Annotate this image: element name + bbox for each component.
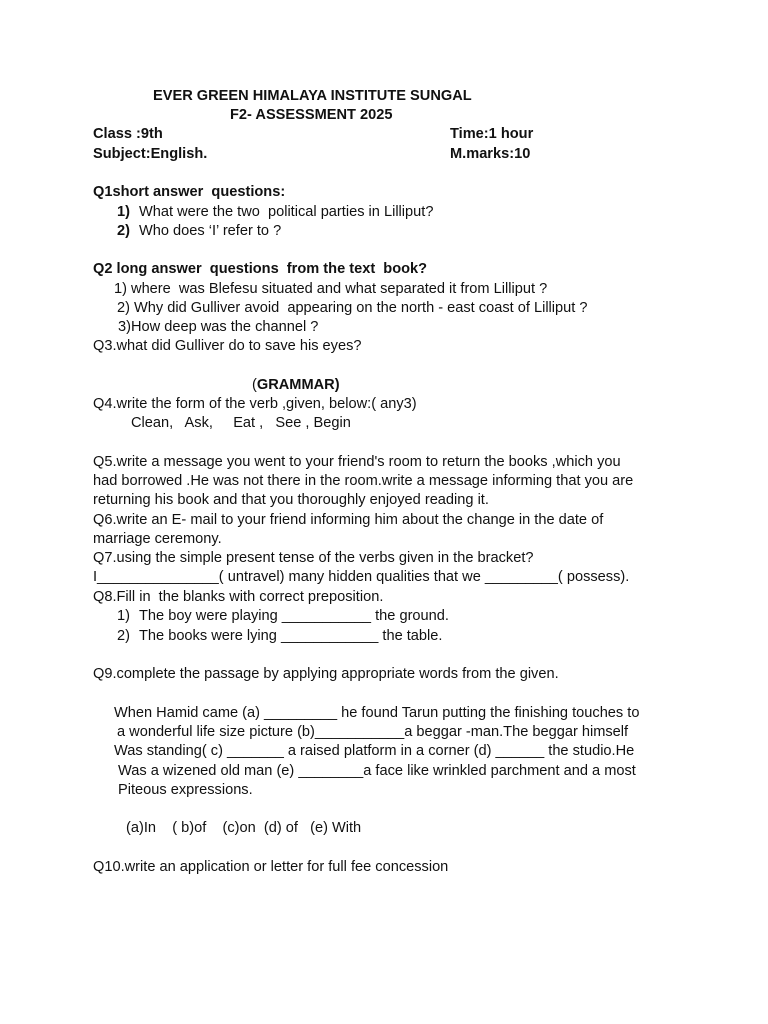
institute-name: EVER GREEN HIMALAYA INSTITUTE SUNGAL [153, 88, 472, 104]
q9-heading: Q9.complete the passage by applying appropriate words from the given. [93, 666, 559, 682]
grammar-label: GRAMMAR) [256, 377, 340, 393]
q1-item-text: What were the two political parties in Lilliput? [139, 204, 434, 220]
q9-passage-line: Was a wizened old man (e) ________a face like wrinkled parchment and a most [118, 763, 636, 779]
q6-line: marriage ceremony. [93, 531, 222, 547]
q2-item: 3)How deep was the channel ? [118, 319, 319, 335]
q4-verb-list: Clean, Ask, Eat , See , Begin [131, 415, 351, 431]
q2-item: 1) where was Blefesu situated and what separated it from Lilliput ? [114, 281, 548, 297]
class-label: Class :9th [93, 126, 163, 142]
q8-item-number: 2) [117, 628, 130, 644]
q9-passage-line: a wonderful life size picture (b)___________a beggar -man.The beggar himself [117, 724, 629, 740]
q9-options: (a)In ( b)of (c)on (d) of (e) With [126, 820, 362, 836]
q8-item-text: The books were lying ____________ the table. [139, 628, 443, 644]
q10-text: Q10.write an application or letter for full fee concession [93, 859, 449, 875]
q8-item-text: The boy were playing ___________ the ground. [139, 608, 449, 624]
subject-label: Subject:English. [93, 146, 208, 162]
q9-passage-line: Piteous expressions. [118, 782, 253, 798]
q9-passage-line: When Hamid came (a) _________ he found Tarun putting the finishing touches to [114, 705, 640, 721]
q2-heading: Q2 long answer questions from the text book? [93, 261, 428, 277]
time-label: Time:1 hour [450, 126, 534, 142]
q1-heading: Q1short answer questions: [93, 184, 286, 200]
q6-line: Q6.write an E- mail to your friend informing him about the change in the date of [93, 512, 604, 528]
q1-item-number: 1) [117, 204, 130, 220]
q3-text: Q3.what did Gulliver do to save his eyes? [93, 338, 362, 354]
q5-line: returning his book and that you thoroughly enjoyed reading it. [93, 492, 489, 508]
q8-item-number: 1) [117, 608, 130, 624]
q9-passage-line: Was standing( c) _______ a raised platform in a corner (d) ______ the studio.He [114, 743, 635, 759]
q2-item: 2) Why did Gulliver avoid appearing on the north - east coast of Lilliput ? [117, 300, 588, 316]
q7-line: Q7.using the simple present tense of the verbs given in the bracket? [93, 550, 534, 566]
q5-line: had borrowed .He was not there in the room.write a message informing that you are [93, 473, 634, 489]
q8-heading: Q8.Fill in the blanks with correct preposition. [93, 589, 384, 605]
q1-item-number: 2) [117, 223, 130, 239]
q7-line: I_______________( untravel) many hidden qualities that we _________( possess). [93, 569, 630, 585]
marks-label: M.marks:10 [450, 146, 531, 162]
grammar-paren: ( [252, 377, 257, 393]
q4-text: Q4.write the form of the verb ,given, below:( any3) [93, 396, 417, 412]
assessment-title: F2- ASSESSMENT 2025 [230, 107, 393, 123]
q5-line: Q5.write a message you went to your friend's room to return the books ,which you [93, 454, 621, 470]
grammar-heading [252, 376, 340, 395]
q1-item-text: Who does ‘I’ refer to ? [139, 223, 282, 239]
